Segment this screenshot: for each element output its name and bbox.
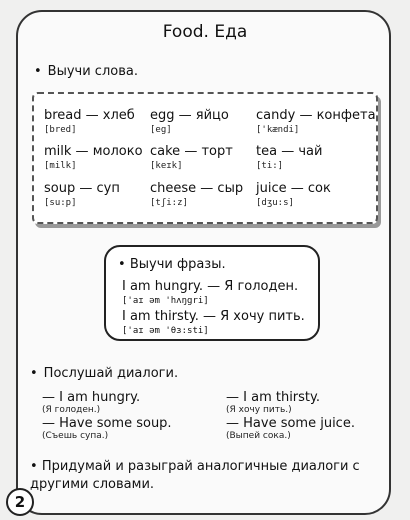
- listen-instruction: • Послушай диалоги.: [30, 366, 179, 381]
- dialog1-translation1: (Я голоден.): [42, 405, 101, 415]
- vocabulary-box: [32, 92, 378, 224]
- bullet-icon: •: [118, 257, 126, 272]
- phrases-instruction: • Выучи фразы.: [118, 257, 226, 272]
- task-instruction: • Придумай и разыграй аналогичные диалоги с другими словами.: [30, 459, 360, 492]
- bullet-icon: •: [34, 64, 42, 79]
- transcription-soup: [su:p]: [44, 198, 77, 208]
- word-juice: juice — сок: [256, 181, 331, 196]
- transcription-milk: [milk]: [44, 161, 77, 171]
- phrase-hungry-transcription: ['aɪ əm 'hʌŋgri]: [122, 296, 209, 306]
- phrase-hungry: I am hungry. — Я голоден.: [122, 279, 299, 294]
- word-tea: tea — чай: [256, 144, 323, 159]
- learn-words-instruction: • Выучи слова.: [34, 64, 138, 79]
- dialog1-line1: — I am hungry.: [42, 390, 141, 405]
- transcription-egg: [eg]: [150, 125, 172, 135]
- page-title: Food. Еда: [162, 22, 248, 42]
- transcription-candy: ['kændi]: [256, 125, 300, 135]
- word-cheese: cheese — сыр: [150, 181, 244, 196]
- dialog2-line1: — I am thirsty.: [226, 390, 320, 405]
- transcription-cheese: [tʃi:z]: [150, 198, 188, 208]
- word-cake: cake — торт: [150, 144, 233, 159]
- dialog1-translation2: (Съешь супа.): [42, 431, 109, 441]
- dialog2-translation2: (Выпей сока.): [226, 431, 291, 441]
- dialog2-line2: — Have some juice.: [226, 416, 355, 431]
- word-soup: soup — суп: [44, 181, 120, 196]
- word-egg: egg — яйцо: [150, 108, 229, 123]
- phrase-thirsty: I am thirsty. — Я хочу пить.: [122, 309, 305, 324]
- dialog1-line2: — Have some soup.: [42, 416, 172, 431]
- page-number: 2: [6, 488, 34, 516]
- word-bread: bread — хлеб: [44, 108, 135, 123]
- bullet-icon: •: [30, 459, 38, 474]
- word-candy: candy — конфета: [256, 108, 376, 123]
- dialog2-translation1: (Я хочу пить.): [226, 405, 292, 415]
- transcription-juice: [dʒu:s]: [256, 198, 294, 208]
- bullet-icon: •: [30, 366, 38, 381]
- transcription-cake: [keɪk]: [150, 161, 183, 171]
- phrases-box: [104, 245, 320, 341]
- transcription-tea: [ti:]: [256, 161, 284, 171]
- transcription-bread: [bred]: [44, 125, 77, 135]
- word-milk: milk — молоко: [44, 144, 143, 159]
- phrase-thirsty-transcription: ['aɪ əm 'θɜ:sti]: [122, 326, 209, 336]
